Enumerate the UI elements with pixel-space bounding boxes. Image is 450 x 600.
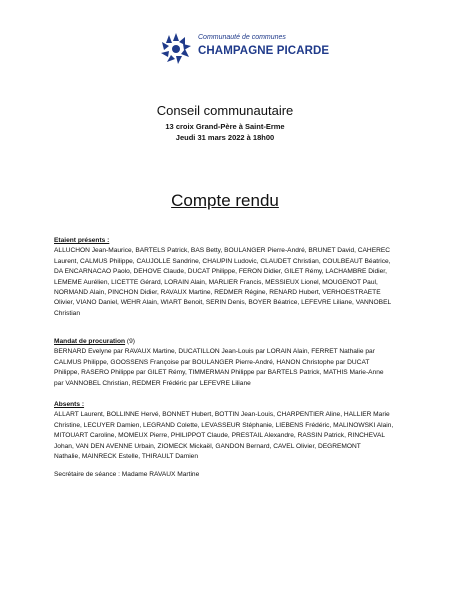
meeting-address: 13 croix Grand-Père à Saint-Erme (165, 122, 285, 131)
logo-emblem-icon (158, 32, 194, 66)
present-list: ALLUCHON Jean-Maurice, BARTELS Patrick, BAS Betty, BOULANGER Pierre-André, BRUNET David, CAHEREC Laurent, CALMUS Philippe, CAUJOLLE Sandrine, CHAUPIN Ludovic, CLAUDET Christian, COULBEAUT Béatrice, DA ENCARNACAO Paolo, DEHOVE Claude, DUCAT Philippe, FERON Didier, GILET Rémy, LACHAMBRE Didier, LEMEME Aurélien, LICETTE Gérard, LORAIN Alain, MARLIER Francis, MESSIEUX Lionel, MOUGENOT Paul, NORMAND Alain, PINCHON Didier, RAVAUX Martine, REDMER Régine, RENARD Hubert, VERHOESTRAETE Olivier, VIANO Daniel, WEHR Alain, WIART Benoit, SERIN Denis, BOYER Béatrice, LEFEVRE Liliane, VANNOBEL Christian (54, 247, 392, 317)
absent-section (54, 400, 424, 462)
meeting-date: Jeudi 31 mars 2022 à 18h00 (175, 133, 275, 142)
logo (158, 30, 330, 70)
absent-list: ALLART Laurent, BOLLINNE Hervé, BONNET Hubert, BOTTIN Jean-Louis, CHARPENTIER Aline, HALLIER Marie Christine, LECUYER Damien, LEGRAND Colette, LEVASSEUR Stéphanie, LIEBENS Frédéric, MALINOWSKI Alain, MITOUART Caroline, MOMEUX Pierre, PHILIPPOT Claude, PRESTAIL Alexandre, RASSIN Patrick, RINCHEVAL Johan, VAN DEN AVENNE Urbain, ZIOMECK Mickaël, GANDON Bernard, CAVEL Olivier, DEGREMONT Nathalie, MAINRECK Estelle, THIRAULT Damien (54, 411, 394, 461)
logo-subtitle: Communauté de communes (198, 34, 286, 41)
absent-heading: Absents : (54, 401, 85, 408)
present-heading: Etaient présents : (54, 237, 110, 244)
present-section (54, 236, 424, 319)
proxy-section (54, 337, 424, 389)
meeting-title: Conseil communautaire (156, 103, 294, 118)
proxy-heading: Mandat de procuration (54, 338, 126, 345)
session-secretary: Secrétaire de séance : Madame RAVAUX Martine (54, 471, 200, 478)
document-title: Compte rendu (171, 191, 279, 210)
proxy-count: (9) (126, 338, 135, 345)
logo-name: CHAMPAGNE PICARDE (198, 45, 330, 57)
proxy-list: BERNARD Evelyne par RAVAUX Martine, DUCATILLON Jean-Louis par LORAIN Alain, FERRET Nathalie par CALMUS Philippe, GOOSSENS Françoise par BOULANGER Pierre-André, HANON Christophe par DUCAT Philippe, RASERO Philippe par GILET Rémy, TIMMERMAN Philippe par BARTELS Patrick, MATHIS Marie-Anne par VANNOBEL Christian, REDMER Frédéric par LEFEVRE Liliane (54, 348, 384, 387)
